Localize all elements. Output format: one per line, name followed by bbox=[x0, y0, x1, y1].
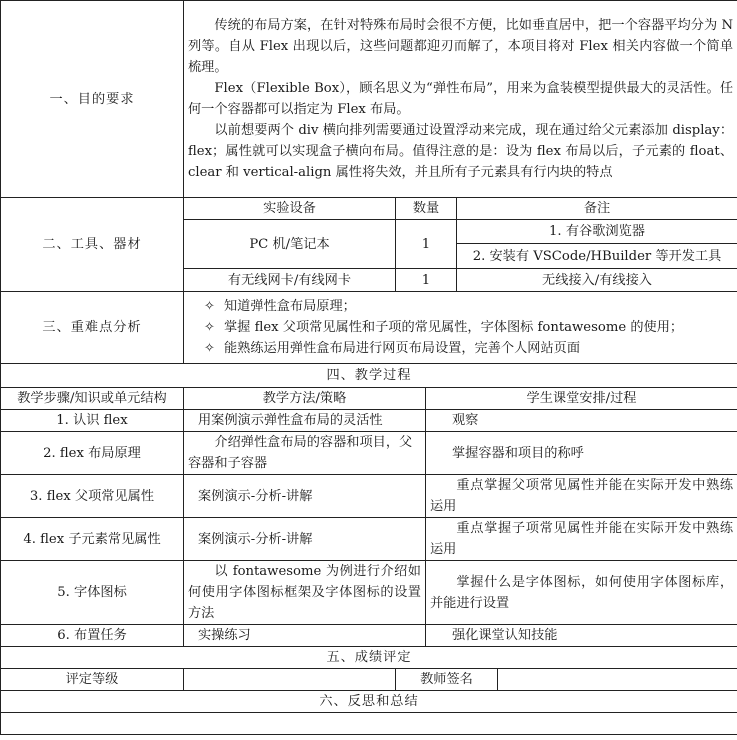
process-step: 1. 认识 flex bbox=[1, 410, 184, 432]
process-method: 以 fontawesome 为例进行介绍如何使用字体图标框架及字体图标的设置方法 bbox=[184, 561, 426, 625]
process-method: 实操练习 bbox=[184, 625, 426, 647]
diamond-bullet-icon: ✧ bbox=[204, 341, 216, 356]
grade-value bbox=[184, 669, 396, 691]
key-point-item: ✧ 能熟练运用弹性盒布局进行网页布局设置，完善个人网站页面 bbox=[188, 338, 733, 359]
section-tools-label: 二、工具、器材 bbox=[1, 198, 184, 292]
section-grading-title: 五、成绩评定 bbox=[1, 647, 737, 669]
process-step: 3. flex 父项常见属性 bbox=[1, 475, 184, 518]
grading-row bbox=[1, 669, 737, 691]
process-student: 观察 bbox=[426, 410, 737, 432]
process-step: 2. flex 布局原理 bbox=[1, 432, 184, 475]
section-process-title-row bbox=[1, 364, 737, 388]
process-row bbox=[1, 432, 737, 475]
diamond-bullet-icon: ✧ bbox=[204, 299, 216, 314]
section-key-points-label: 三、重难点分析 bbox=[1, 292, 184, 364]
equipment-header-qty: 数量 bbox=[396, 198, 457, 220]
process-method: 案例演示-分析-讲解 bbox=[184, 518, 426, 561]
process-row bbox=[1, 410, 737, 432]
section-process-title: 四、教学过程 bbox=[1, 364, 737, 388]
equipment-qty: 1 bbox=[396, 220, 457, 269]
section-goals-row bbox=[1, 1, 737, 198]
goals-paragraph-3: 以前想要两个 div 横向排列需要通过设置浮动来完成，现在通过给父元素添加 display：flex；属性就可以实现盒子横向布局。值得注意的是：设为 flex 布局以后，子元素的 float、clear 和 vertical-align 属性将失效，并且所有子元素具有行内块的特点 bbox=[188, 123, 734, 180]
process-student: 掌握什么是字体图标，如何使用字体图标库，并能进行设置 bbox=[426, 561, 737, 625]
process-row bbox=[1, 475, 737, 518]
process-header-step: 教学步骤/知识或单元结构 bbox=[1, 388, 184, 410]
equipment-note: 1. 有谷歌浏览器 bbox=[457, 220, 737, 244]
process-header-student: 学生课堂安排/过程 bbox=[426, 388, 737, 410]
equipment-header-notes: 备注 bbox=[457, 198, 737, 220]
diamond-bullet-icon: ✧ bbox=[204, 320, 216, 335]
equipment-qty: 1 bbox=[396, 269, 457, 292]
key-points-list bbox=[184, 292, 737, 364]
process-student: 强化课堂认知技能 bbox=[426, 625, 737, 647]
process-student: 掌握容器和项目的称呼 bbox=[426, 432, 737, 475]
equipment-device: 有无线网卡/有线网卡 bbox=[184, 269, 396, 292]
process-method: 介绍弹性盒布局的容器和项目，父容器和子容器 bbox=[184, 432, 426, 475]
goals-paragraph-1: 传统的布局方案，在针对特殊布局时会很不方便，比如垂直居中，把一个容器平均分为 N 列等。自从 Flex 出现以后，这些问题都迎刃而解了，本项目将对 Flex 相关内容做一个简单梳理。 bbox=[188, 18, 734, 75]
equipment-device: PC 机/笔记本 bbox=[184, 220, 396, 269]
process-row bbox=[1, 518, 737, 561]
process-row bbox=[1, 625, 737, 647]
key-point-item: ✧ 知道弹性盒布局原理； bbox=[188, 296, 733, 317]
key-point-item: ✧ 掌握 flex 父项常见属性和子项的常见属性，字体图标 fontawesome 的使用； bbox=[188, 317, 733, 338]
equipment-note: 无线接入/有线接入 bbox=[457, 269, 737, 292]
process-row bbox=[1, 561, 737, 625]
grade-label: 评定等级 bbox=[1, 669, 184, 691]
reflection-content bbox=[1, 713, 737, 735]
section-goals-content bbox=[184, 1, 737, 198]
process-method: 案例演示-分析-讲解 bbox=[184, 475, 426, 518]
process-method: 用案例演示弹性盒布局的灵活性 bbox=[184, 410, 426, 432]
signature-label: 教师签名 bbox=[396, 669, 498, 691]
process-header-row bbox=[1, 388, 737, 410]
process-header-method: 教学方法/策略 bbox=[184, 388, 426, 410]
section-reflection-title-row bbox=[1, 691, 737, 713]
signature-value bbox=[498, 669, 737, 691]
process-step: 4. flex 子元素常见属性 bbox=[1, 518, 184, 561]
process-student: 重点掌握子项常见属性并能在实际开发中熟练运用 bbox=[426, 518, 737, 561]
process-step: 5. 字体图标 bbox=[1, 561, 184, 625]
process-step: 6. 布置任务 bbox=[1, 625, 184, 647]
section-key-points-row bbox=[1, 292, 737, 364]
section-goals-label: 一、目的要求 bbox=[1, 1, 184, 198]
equipment-note: 2. 安装有 VSCode/HBuilder 等开发工具 bbox=[457, 244, 737, 269]
goals-paragraph-2: Flex（Flexible Box），顾名思义为“弹性布局”，用来为盒装模型提供最大的灵活性。任何一个容器都可以指定为 Flex 布局。 bbox=[188, 81, 734, 117]
equipment-header-row bbox=[1, 198, 737, 220]
section-grading-title-row bbox=[1, 647, 737, 669]
process-student: 重点掌握父项常见属性并能在实际开发中熟练运用 bbox=[426, 475, 737, 518]
reflection-row bbox=[1, 713, 737, 735]
equipment-header-device: 实验设备 bbox=[184, 198, 396, 220]
section-reflection-title: 六、反思和总结 bbox=[1, 691, 737, 713]
